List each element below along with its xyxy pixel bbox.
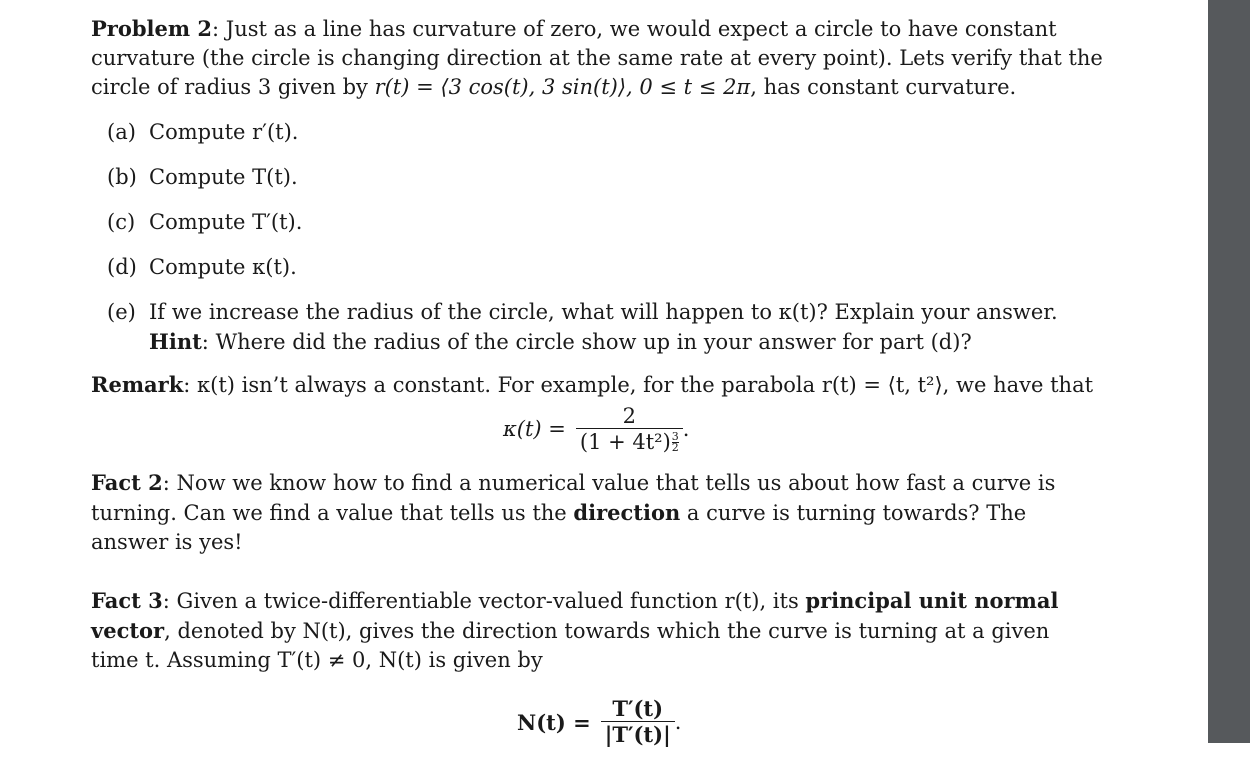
part-a-text: Compute r′(t). (149, 120, 299, 144)
part-e-text: If we increase the radius of the circle, what will happen to κ(t)? Explain your answer. (149, 300, 1058, 324)
part-b-label: (b) (107, 165, 137, 189)
part-a (91, 118, 1103, 147)
normal-period: . (674, 710, 682, 734)
curvature-denominator-wrap (576, 428, 683, 455)
fact2-bold: direction (573, 500, 681, 525)
exponent-denominator: 2 (671, 441, 679, 454)
fact2-text-b: a curve is turning towards? The answer is yes! (91, 501, 1027, 554)
part-d-text: Compute κ(t). (149, 255, 297, 279)
curvature-denominator: (1 + 4t²) (579, 430, 671, 454)
remark: Remark: κ(t) isn’t always a constant. For example, for the parabola r(t) = ⟨t, t²⟩, we have that (91, 372, 1094, 397)
curvature-equation (91, 404, 1103, 460)
fact3-text-b: , denoted by N(t), gives the direction towards which the curve is turning at a given time t. Assuming T′(t) ≠ 0, N(t) is given by (91, 619, 1050, 672)
normal-denominator: |T′(t)| (601, 721, 675, 748)
remark-label: Remark (91, 372, 184, 397)
part-e: (e) If we increase the radius of the circle, what will happen to κ(t)? Explain your answer. Hint: Where did the radius of the circle show up in your answer for part (d)? (107, 300, 1058, 354)
curvature-period: . (682, 417, 690, 441)
document-content (91, 14, 1103, 763)
fact2-text-a: Now we know how to find a numerical value that tells us about how fast a curve is turning. Can we find a value that tells us the (91, 471, 1056, 525)
curvature-lhs: κ(t) = (503, 417, 566, 441)
exponent-numerator: 3 (671, 430, 679, 443)
problem-formula: r(t) = ⟨3 cos(t), 3 sin(t)⟩, 0 ≤ t ≤ 2π (374, 75, 751, 99)
problem-text-b: , has constant curvature. (750, 75, 1017, 99)
fact3-label: Fact 3 (91, 588, 163, 613)
part-e-hint-text: Where did the radius of the circle show up in your answer for part (d)? (215, 330, 972, 354)
part-b (91, 163, 1103, 192)
fact2-label: Fact 2 (91, 470, 163, 495)
fact3-bold: principal unit normal vector (91, 588, 1059, 643)
part-c-text: Compute T′(t). (149, 210, 303, 234)
curvature-fraction (576, 404, 683, 455)
part-e-hint-label: Hint (149, 329, 202, 354)
problem-text-a: Just as a line has curvature of zero, we would expect a circle to have constant curvature (the circle is changing direction at the same rate at every point). Lets verify that the circle of radius 3 given by (91, 17, 1103, 99)
problem-statement: Problem 2: Just as a line has curvature of zero, we would expect a circle to have constant curvature (the circle is changing direction at the same rate at every point). Lets verify that the circle of radius 3 given by r(t) = ⟨3 cos(t), 3 sin(t)⟩, 0 ≤ t ≤ 2π, has constant curvature. (91, 16, 1103, 99)
part-a-label: (a) (107, 120, 136, 144)
normal-fraction (601, 697, 675, 748)
normal-numerator: T′(t) (612, 696, 664, 721)
part-c (91, 208, 1103, 237)
fact-3: Fact 3: Given a twice-differentiable vector-valued function r(t), its principal unit normal vector, denoted by N(t), gives the direction towards which the curve is turning at a given time t. Assuming T′(t) ≠ 0, N(t) is given by (91, 588, 1059, 672)
part-c-label: (c) (107, 210, 136, 234)
part-b-text: Compute T(t). (149, 165, 298, 189)
normal-lhs: N(t) = (517, 710, 591, 735)
fact-2: Fact 2: Now we know how to find a numerical value that tells us about how fast a curve is turning. Can we find a value that tells us the direction a curve is turning towards? The answer is yes! (91, 470, 1056, 554)
remark-text: κ(t) isn’t always a constant. For example, for the parabola r(t) = ⟨t, t²⟩, we have that (197, 373, 1094, 397)
curvature-exponent (672, 432, 679, 453)
curvature-numerator: 2 (622, 404, 637, 428)
part-e-label: (e) (107, 300, 136, 324)
fact3-text-a: Given a twice-differentiable vector-valued function r(t), its (176, 589, 806, 613)
problem-label: Problem 2 (91, 16, 213, 41)
scrollbar[interactable] (1208, 0, 1250, 743)
part-d-label: (d) (107, 255, 137, 279)
part-d (91, 253, 1103, 282)
normal-vector-equation (91, 697, 1103, 763)
